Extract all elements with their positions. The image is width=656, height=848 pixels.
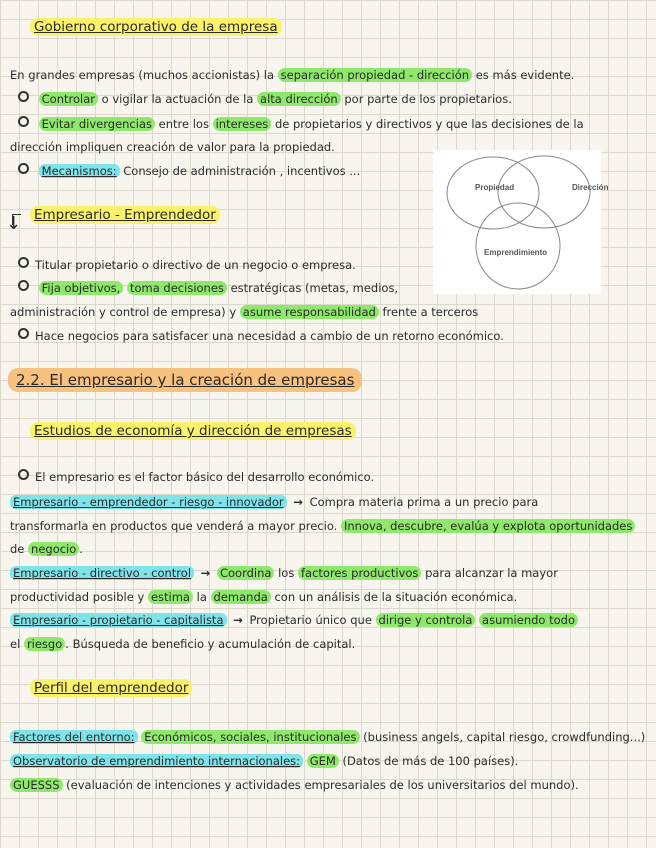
venn-label-direccion: Dirección — [572, 183, 609, 192]
heading-empresario: Empresario - Emprendedor — [30, 206, 220, 224]
bullet-text: frente a terceros — [382, 305, 479, 319]
body-text: (Datos de más de 100 países). — [342, 754, 519, 768]
bullet-fija — [18, 280, 398, 296]
bullet-text: estratégicas (metas, medios, — [230, 281, 399, 295]
body-text: para alcanzar la mayor — [425, 566, 558, 580]
venn-diagram — [433, 150, 609, 294]
bullet-titular — [18, 257, 356, 273]
heading-perfil-line — [30, 680, 192, 696]
bullet-text: Consejo de administración , incentivos ... — [123, 164, 361, 178]
bullet-text: El empresario es el factor básico del desarrollo económico. — [35, 470, 375, 484]
bullet-icon — [18, 280, 29, 291]
body-text: Compra materia prima a un precio para — [309, 495, 539, 509]
highlight-economicos: Económicos, sociales, institucionales — [141, 730, 359, 744]
bullet-icon — [18, 328, 29, 339]
body-text: (business angels, capital riesgo, crowdfunding...) — [363, 730, 646, 744]
highlight-mecanismos: Mecanismos: — [39, 164, 120, 178]
venn-circle-propiedad — [447, 157, 539, 229]
highlight-factores-entorno: Factores del entorno: — [10, 730, 138, 744]
body-text: el — [10, 637, 21, 651]
right-arrow-icon: → — [200, 566, 211, 580]
highlight-intereses: intereses — [213, 117, 272, 131]
heading-estudios: Estudios de economía y dirección de empresas — [30, 422, 356, 440]
highlight-observatorio: Observatorio de emprendimiento internacionales: — [10, 754, 303, 768]
heading-perfil: Perfil del emprendedor — [30, 679, 192, 697]
observatorio-line — [10, 753, 518, 769]
bullet-evitar-continuation: dirección impliquen creación de valor para la propiedad. — [10, 140, 335, 154]
section-heading-line — [8, 372, 362, 389]
body-text: con un análisis de la situación económica. — [274, 590, 518, 604]
bullet-icon — [18, 257, 29, 268]
bullet-mecanismos — [18, 163, 360, 179]
highlight-factores: factores productivos — [298, 566, 421, 580]
empresario-innovador-line — [10, 494, 538, 510]
bullet-negocios — [18, 328, 504, 344]
highlight-innova: Innova, descubre, evalúa y explota oportunidades — [341, 519, 635, 533]
body-text: los — [278, 566, 295, 580]
guesss-line — [10, 777, 579, 793]
highlight-asumiendo: asumiendo todo — [479, 613, 578, 627]
highlight-riesgo: riesgo — [24, 637, 65, 651]
venn-circle-direccion — [498, 156, 590, 228]
highlight-estima: estima — [148, 590, 193, 604]
page-title-line — [30, 19, 282, 35]
highlight-negocio: negocio — [28, 542, 79, 556]
intro-text-b: es más evidente. — [475, 68, 575, 82]
body-text: de — [10, 542, 25, 556]
body-text: . — [79, 542, 83, 556]
empresario-directivo-line — [10, 565, 558, 581]
highlight-guesss: GUESSS — [10, 778, 63, 792]
venn-label-emprendimiento: Emprendimiento — [484, 248, 548, 257]
highlight-toma: toma decisiones — [127, 281, 227, 295]
empresario-capitalista-line-2 — [10, 636, 355, 652]
highlight-capitalista: Empresario - propietario - capitalista — [10, 613, 227, 627]
bullet-text: entre los — [158, 117, 209, 131]
empresario-innovador-line-2 — [10, 518, 635, 534]
highlight-fija: Fija objetivos, — [39, 281, 124, 295]
empresario-capitalista-line — [10, 612, 578, 628]
bullet-text: o vigilar la actuación de la — [101, 92, 254, 106]
bullet-evitar — [18, 116, 584, 132]
body-text: (evaluación de intenciones y actividades empresariales de los universitarios del mundo). — [66, 778, 579, 792]
highlight-dirige: dirige y controla — [376, 613, 476, 627]
bullet-text: Titular propietario o directivo de un negocio o empresa. — [35, 258, 356, 272]
intro-line — [10, 67, 574, 83]
body-text: Propietario único que — [249, 613, 372, 627]
heading-estudios-line — [30, 423, 356, 439]
bullet-text: por parte de los propietarios. — [344, 92, 512, 106]
bullet-text: de propietarios y directivos y que las decisiones de la — [274, 117, 584, 131]
body-text: la — [196, 590, 207, 604]
highlight-coordina: Coordina — [217, 566, 274, 580]
venn-label-propiedad: Propiedad — [475, 183, 515, 192]
body-text: productividad posible y — [10, 590, 145, 604]
heading-empresario-line — [30, 207, 220, 223]
right-arrow-icon: → — [233, 613, 243, 627]
highlight-innovador: Empresario - emprendedor - riesgo - innovador — [10, 495, 287, 509]
highlight-evitar: Evitar divergencias — [39, 117, 155, 131]
bullet-text: Hace negocios para satisfacer una necesidad a cambio de un retorno económico. — [35, 329, 504, 343]
intro-highlight: separación propiedad - dirección — [278, 68, 472, 82]
page-title: Gobierno corporativo de la empresa — [30, 18, 282, 36]
highlight-controlar: Controlar — [39, 92, 98, 106]
factores-entorno-line — [10, 729, 645, 745]
bullet-icon — [18, 116, 29, 127]
down-arrow-icon: ↓ — [6, 213, 22, 234]
highlight-asume: asume responsabilidad — [240, 305, 379, 319]
bullet-controlar — [18, 91, 512, 107]
highlight-gem: GEM — [307, 754, 339, 768]
empresario-innovador-line-3 — [10, 541, 83, 557]
empresario-directivo-line-2 — [10, 589, 517, 605]
highlight-demanda: demanda — [211, 590, 271, 604]
section-heading: 2.2. El empresario y la creación de empresas — [8, 368, 362, 392]
bullet-icon — [18, 163, 29, 174]
highlight-alta-direccion: alta dirección — [257, 92, 341, 106]
bullet-fija-continuation — [10, 304, 478, 320]
highlight-directivo: Empresario - directivo - control — [10, 566, 194, 580]
bullet-icon — [18, 469, 29, 480]
venn-circle-emprendimiento — [476, 203, 560, 289]
body-text: transformarla en productos que venderá a mayor precio. — [10, 519, 338, 533]
intro-text-a: En grandes empresas (muchos accionistas) la — [10, 68, 275, 82]
bullet-factor-basico — [18, 469, 374, 485]
right-arrow-icon: → — [293, 495, 303, 509]
bullet-text: administración y control de empresa) y — [10, 305, 237, 319]
bullet-icon — [18, 91, 29, 102]
body-text: . Búsqueda de beneficio y acumulación de capital. — [65, 637, 356, 651]
